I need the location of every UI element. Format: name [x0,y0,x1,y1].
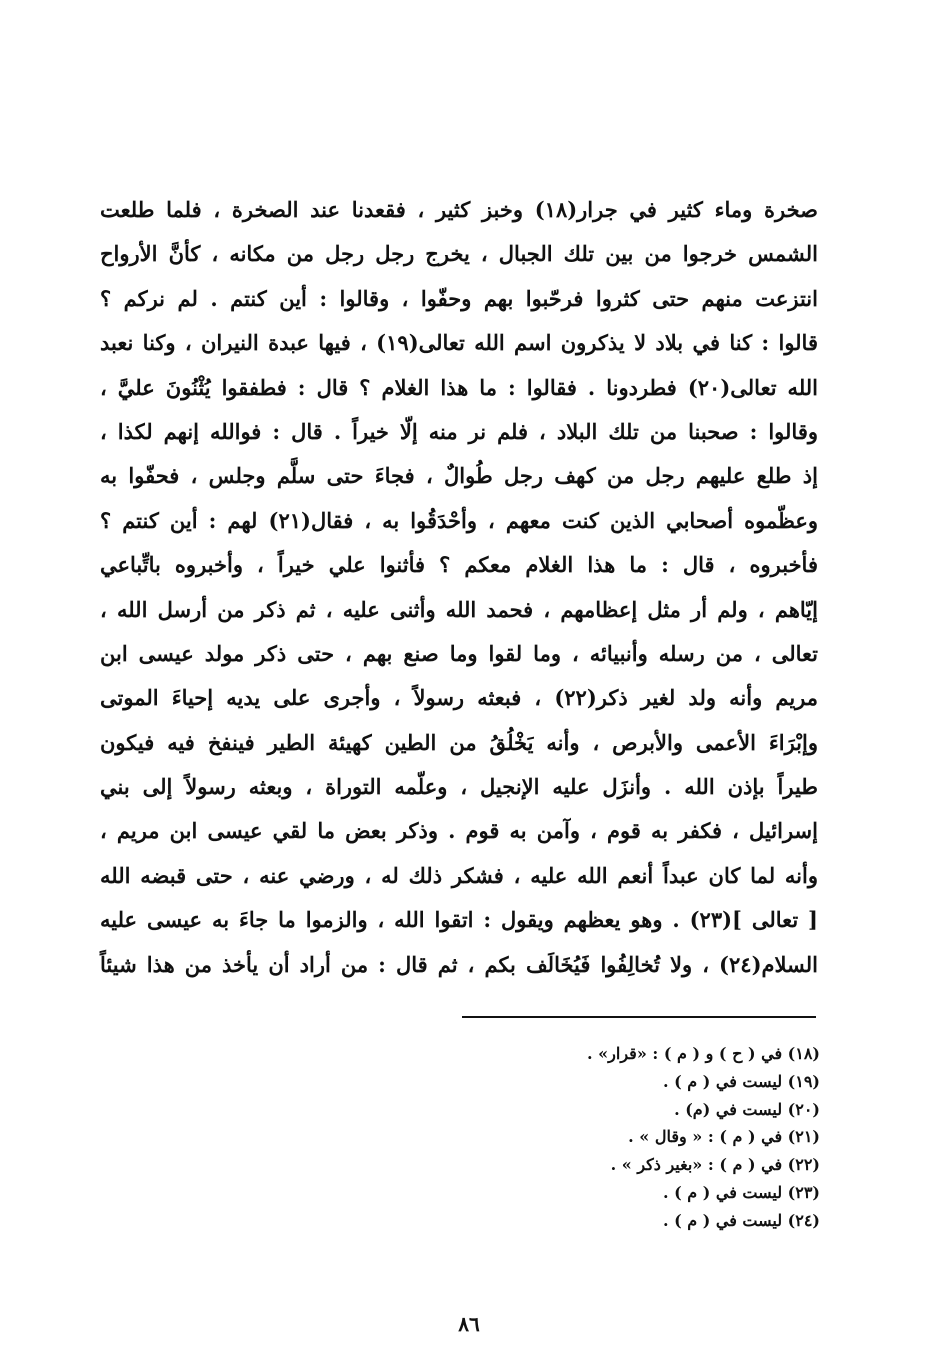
text-line: طيراً بإذن الله . وأنزَل عليه الإنجيل ، وعلّمه التوراة ، وبعثه رسولاً إلى بني [100,774,818,800]
text-line: وعظّموه أصحابي الذين كنت معهم ، وأحْدَقُوا به ، فقال(٢١) لهم : أين كنتم ؟ [100,507,818,533]
footnote-separator [462,1016,816,1018]
footnote: (٢١) في ( م ) : « وقال » . [628,1127,820,1147]
footnotes-block [420,1040,820,1235]
text-line: وقالوا : صحبنا من تلك البلاد ، فلم نر منه إلّا خيراً . قال : فوالله إنهم لكذا ، [100,418,818,444]
text-line: تعالى ، من رسله وأنبيائه ، وما لقوا وما صنع بهم ، حتى ذكر مولد عيسى ابن [100,640,818,666]
text-line: الشمس خرجوا من بين تلك الجبال ، يخرج رجل رجل من مكانه ، كأنَّ الأرواح [100,241,818,267]
page-number: ٨٦ [458,1312,480,1336]
footnote: (١٨) في ( ح ) و ( م ) : «قرار» . [587,1044,820,1063]
main-text-block [100,188,818,987]
footnote: (٢٢) في ( م ) : «بغير ذكر » . [610,1155,820,1175]
text-line: إسرائيل ، فكفر به قوم ، وآمن به قوم . وذكر بعض ما لقي عيسى ابن مريم ، [100,818,818,844]
text-line: انتزعت منهم حتى كثروا فرحّبوا بهم وحفّوا ، وقالوا : أين كنتم . لم نركم ؟ [100,285,818,311]
text-line: إيّاهم ، ولم أر مثل إعظامهم ، فحمد الله وأثنى عليه ، ثم ذكر من أرسل الله ، [100,596,818,622]
text-line: [ تعالى ](٢٣) . وهو يعظهم ويقول : اتقوا الله ، والزموا ما جاءَ به عيسى عليه [100,907,818,933]
footnote: (١٩) ليست في ( م ) . [662,1071,820,1091]
footnote: (٢٠) ليست في (م) . [674,1099,820,1119]
footnote: (٢٤) ليست في ( م ) . [662,1210,820,1230]
text-line: صخرة وماء كثير في جرار(١٨) وخبز كثير ، فقعدنا عند الصخرة ، فلما طلعت [100,197,818,222]
text-line: الله تعالى(٢٠) فطردونا . فقالوا : ما هذا الغلام ؟ قال : فطفقوا يُثْنُونَ عليَّ ، [100,374,818,400]
footnote: (٢٣) ليست في ( م ) . [662,1182,820,1202]
text-line: إذ طلع عليهم رجل من كهف رجل طُوالٌ ، فجاءَ حتى سلَّم وجلس ، فحفّوا به [100,463,818,489]
text-line: وإبْرَاءَ الأعمى والأبرص ، وأنه يَخْلُقُ من الطين كهيئة الطير فينفخ فيه فيكون [100,729,818,755]
text-line: قالوا : كنا في بلاد لا يذكرون اسم الله تعالى(١٩) ، فيها عبدة النيران ، وكنا نعبد [100,330,818,356]
text-line: مريم وأنه ولد لغير ذكر(٢٢) ، فبعثه رسولاً ، وأجرى على يديه إحياءَ الموتى [100,685,818,711]
text-line: السلام(٢٤) ، ولا تُخالِفُوا فَيُخَالَف بكم ، ثم قال : من أراد أن يأخذ من هذا شيئاً [100,951,818,977]
text-line: وأنه لما كان عبداً أنعم الله عليه ، فشكر ذلك له ، ورضي عنه ، حتى قبضه الله [100,862,818,888]
text-line: فأخبروه ، قال : ما هذا الغلام معكم ؟ فأثنوا علي خيراً ، وأخبروه باتِّباعي [100,552,818,578]
